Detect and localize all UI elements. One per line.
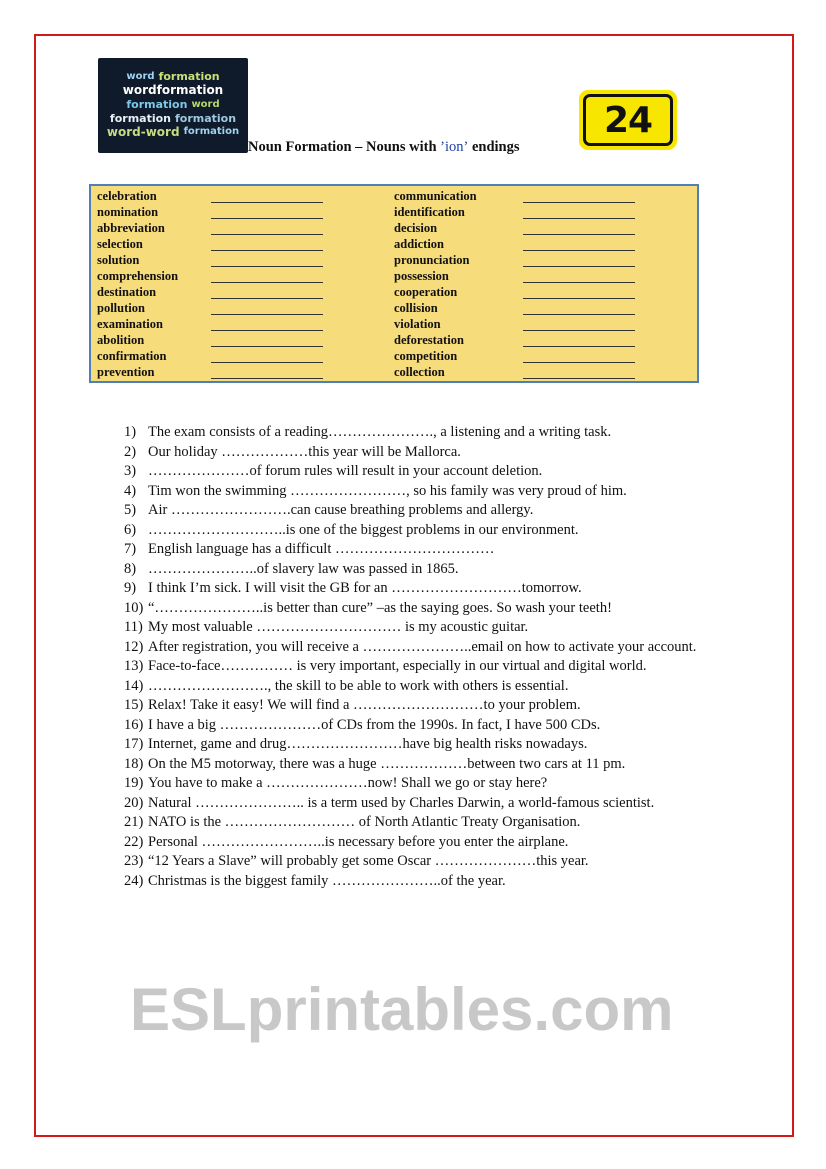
word-row [91, 269, 697, 285]
exercise-number: 8) [124, 560, 137, 577]
exercise-number: 14) [124, 677, 144, 694]
exercise-text: I have a big …………………of CDs from the 1990s. In fact, I have 500 CDs. [148, 716, 601, 733]
logo-word: word [126, 70, 155, 82]
word-left: abbreviation [97, 221, 165, 235]
exercise-number: 21) [124, 814, 144, 830]
word-left: destination [97, 285, 157, 299]
answer-line[interactable] [211, 298, 323, 299]
answer-line[interactable] [523, 266, 635, 267]
word-row [91, 301, 697, 317]
title-suffix: endings [468, 139, 520, 155]
exercise-item [124, 813, 734, 833]
title-text: Noun Formation – Nouns with [248, 139, 441, 155]
answer-line[interactable] [523, 314, 635, 315]
exercise-number: 2) [124, 443, 137, 460]
exercise-item [124, 618, 734, 638]
word-row [91, 253, 697, 269]
exercise-text: …………………..of slavery law was passed in 1865. [148, 560, 459, 577]
exercise-text: “12 Years a Slave” will probably get some Oscar …………………this year. [148, 853, 589, 869]
answer-line[interactable] [523, 298, 635, 299]
exercise-number: 12) [124, 638, 144, 655]
title-highlight: ’ion’ [440, 139, 469, 155]
word-row [91, 317, 697, 333]
word-row [91, 221, 697, 237]
exercise-text: Christmas is the biggest family …………………..of the year. [148, 872, 506, 889]
word-left: examination [97, 317, 163, 331]
exercise-text: Personal ……………………..is necessary before you enter the airplane. [148, 833, 569, 850]
exercise-number: 9) [124, 580, 137, 596]
exercise-item [124, 443, 734, 463]
word-left: confirmation [97, 349, 167, 363]
logo-word: formation [109, 111, 171, 125]
exercise-number: 23) [124, 853, 144, 869]
answer-line[interactable] [523, 234, 635, 235]
answer-line[interactable] [211, 234, 323, 235]
exercise-number: 19) [124, 775, 144, 791]
exercise-number: 7) [124, 541, 137, 557]
exercise-item [124, 696, 734, 716]
exercise-item [124, 755, 734, 775]
exercise-item [124, 852, 734, 872]
word-row [91, 285, 697, 301]
answer-line[interactable] [211, 202, 323, 203]
word-left: pollution [97, 301, 145, 315]
exercise-text: “…………………..is better than cure” –as the saying goes. So wash your teeth! [148, 599, 612, 616]
answer-line[interactable] [523, 330, 635, 331]
exercise-item [124, 521, 734, 541]
word-row [91, 189, 697, 205]
exercise-text: The exam consists of a reading…………………., a listening and a writing task. [148, 424, 612, 440]
exercise-text: Our holiday ………………this year will be Mallorca. [148, 443, 461, 460]
exercise-text: Natural ………………….. is a term used by Charles Darwin, a world-famous scientist. [148, 794, 655, 811]
word-left: nomination [97, 205, 159, 219]
exercise-number: 22) [124, 833, 144, 850]
answer-line[interactable] [211, 282, 323, 283]
word-row [91, 365, 697, 381]
exercise-item [124, 657, 734, 677]
exercise-item [124, 482, 734, 502]
answer-line[interactable] [211, 266, 323, 267]
word-right: addiction [394, 237, 445, 251]
word-row [91, 237, 697, 253]
exercise-item [124, 774, 734, 794]
exercise-text: I think I’m sick. I will visit the GB for an ………………………tomorrow. [148, 580, 582, 596]
answer-line[interactable] [523, 378, 635, 379]
exercise-number: 10) [124, 599, 144, 616]
exercise-item [124, 794, 734, 814]
answer-line[interactable] [211, 218, 323, 219]
exercise-text: After registration, you will receive a …………………..email on how to activate your account. [148, 638, 697, 655]
word-left: celebration [97, 189, 157, 203]
exercise-text: You have to make a …………………now! Shall we go or stay here? [148, 775, 548, 791]
word-right: violation [394, 317, 441, 331]
exercise-text: English language has a difficult …………………………… [148, 541, 495, 557]
word-left: abolition [97, 333, 145, 347]
exercise-text: Internet, game and drug……………………have big health risks nowadays. [148, 736, 588, 752]
word-right: deforestation [394, 333, 464, 347]
exercise-number: 13) [124, 658, 144, 674]
exercise-text: Relax! Take it easy! We will find a ………………………to your problem. [148, 697, 581, 713]
answer-line[interactable] [211, 362, 323, 363]
answer-line[interactable] [523, 250, 635, 251]
word-right: identification [394, 205, 465, 219]
exercise-text: …………………of forum rules will result in your account deletion. [148, 463, 543, 479]
badge-number: 24 [583, 94, 673, 146]
answer-line[interactable] [523, 202, 635, 203]
exercise-text: ……………………., the skill to be able to work with others is essential. [148, 677, 569, 694]
word-row [91, 333, 697, 349]
exercise-item [124, 735, 734, 755]
word-right: collection [394, 365, 445, 379]
answer-line[interactable] [211, 378, 323, 379]
exercise-item [124, 560, 734, 580]
exercise-number: 5) [124, 502, 137, 518]
exercise-item [124, 677, 734, 697]
logo-word: formation [183, 126, 240, 138]
number-badge [579, 90, 677, 150]
answer-line[interactable] [523, 282, 635, 283]
word-right: cooperation [394, 285, 458, 299]
word-right: possession [394, 269, 449, 283]
exercise-text: Air …………………….can cause breathing problems and allergy. [148, 502, 534, 518]
logo-word: wordformation [122, 83, 224, 98]
logo-word: formation [175, 111, 237, 125]
exercise-item [124, 599, 734, 619]
exercise-number: 18) [124, 755, 144, 772]
logo-word: word-word [106, 125, 180, 140]
worksheet-title [248, 139, 520, 156]
word-row [91, 205, 697, 221]
logo-word: formation [126, 98, 188, 112]
exercise-list [124, 423, 734, 891]
exercise-item [124, 716, 734, 736]
exercise-text: ………………………..is one of the biggest problems in our environment. [148, 521, 579, 538]
exercise-text: NATO is the ……………………… of North Atlantic Treaty Organisation. [148, 814, 581, 830]
exercise-number: 11) [124, 619, 143, 635]
answer-line[interactable] [211, 330, 323, 331]
answer-line[interactable] [211, 346, 323, 347]
logo-word: formation [158, 69, 220, 83]
word-row [91, 349, 697, 365]
word-right: pronunciation [394, 253, 470, 267]
exercise-item [124, 462, 734, 482]
word-left: prevention [97, 365, 155, 379]
word-formation-logo [98, 58, 248, 153]
exercise-item [124, 540, 734, 560]
logo-word: word [191, 99, 220, 111]
exercise-item [124, 501, 734, 521]
exercise-number: 3) [124, 463, 137, 479]
exercise-text: Face-to-face…………… is very important, especially in our virtual and digital world. [148, 658, 647, 674]
answer-line[interactable] [523, 362, 635, 363]
exercise-number: 4) [124, 482, 137, 499]
word-left: selection [97, 237, 143, 251]
word-right: collision [394, 301, 438, 315]
answer-line[interactable] [211, 250, 323, 251]
answer-line[interactable] [211, 314, 323, 315]
word-left: solution [97, 253, 140, 267]
exercise-number: 20) [124, 794, 144, 811]
exercise-text: On the M5 motorway, there was a huge ………………between two cars at 11 pm. [148, 755, 626, 772]
exercise-item [124, 638, 734, 658]
exercise-item [124, 872, 734, 892]
word-right: competition [394, 349, 458, 363]
word-right: communication [394, 189, 477, 203]
answer-line[interactable] [523, 218, 635, 219]
exercise-item [124, 579, 734, 599]
answer-line[interactable] [523, 346, 635, 347]
watermark: ESLprintables.com [130, 976, 674, 1043]
exercise-item [124, 423, 734, 443]
exercise-number: 17) [124, 736, 144, 752]
exercise-number: 16) [124, 716, 144, 733]
exercise-number: 24) [124, 872, 144, 889]
exercise-text: My most valuable ………………………… is my acoustic guitar. [148, 619, 529, 635]
exercise-number: 6) [124, 521, 137, 538]
exercise-text: Tim won the swimming ……………………, so his family was very proud of him. [148, 482, 627, 499]
exercise-item [124, 833, 734, 853]
word-list-box [89, 184, 699, 383]
word-right: decision [394, 221, 438, 235]
exercise-number: 15) [124, 697, 144, 713]
exercise-number: 1) [124, 424, 137, 440]
word-left: comprehension [97, 269, 179, 283]
